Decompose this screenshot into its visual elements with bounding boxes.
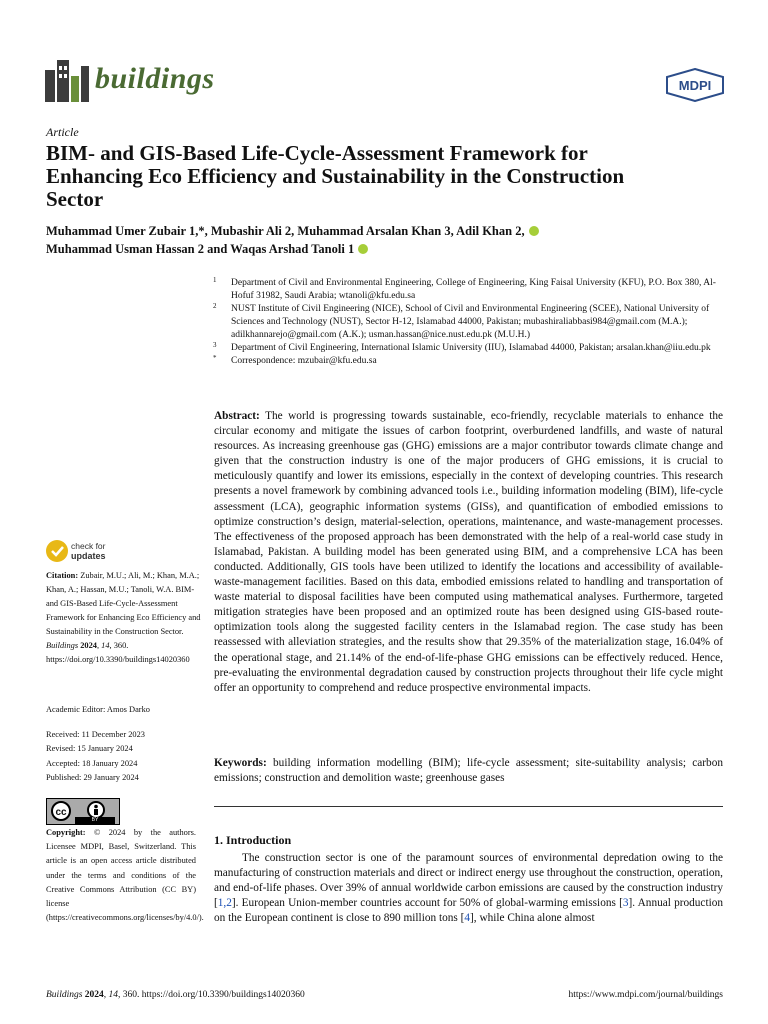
footer-journal: Buildings [46,990,83,1000]
intro-heading: 1. Introduction [214,833,292,847]
date-received: Received: 11 December 2023 [46,730,145,739]
citation-text: Zubair, M.U.; Ali, M.; Khan, M.A.; Khan, A.; Hassan, M.U.; Tanoli, W.A. BIM- and GIS-Based Life-Cycle-Assessment Framework for Enhancing Eco Efficiency and Sustainability in the Construction Sector. [46,571,201,636]
affiliation-3 [213,342,723,355]
date-accepted: Accepted: 18 January 2024 [46,758,138,768]
page-title: BIM- and GIS-Based Life-Cycle-Assessment Framework for Enhancing Eco Efficiency and Sustainability in the Construction Sector [46,141,625,211]
intro-text: ], while China alone almost [470,912,595,925]
copyright-text: © 2024 by the authors. Licensee MDPI, Basel, Switzerland. This article is an open access article distributed under the terms and conditions of the Creative Commons Attribution (CC BY) license (https://creativecommons.org/licenses/by/4.0/). [46,828,204,923]
authors-line-2-text: Muhammad Usman Hassan 2 and Waqas Arshad Tanoli 1 [46,242,355,256]
footer-volume: 14 [108,990,119,1000]
abstract-text: The world is progressing towards sustainable, eco-friendly, recyclable materials to enhance the circular economy and mitigate the issues of carbon footprint, overburdened landfills, and waste of natural resources. As increasing greenhouse gas (GHG) emissions are a major contributor towards climate change and given that the construction industry is one of the major producers of GHG emissions, it is crucial to meticulously quantify and lower its emissions, especially in the context of developing countries. This research presents a novel framework by combining advanced tools i.e., building information modeling (BIM), life-cycle assessment (LCA), geographic information systems (GISs), and quantification of embodied emissions to optimize construction’s design, material-selection, operations, maintenance, and waste-management processes. The effectiveness of the proposed approach has been demonstrated with the help of a real-world case study in Islamabad, Pakistan. A building model has been generated using BIM, and a comprehensive LCA has been conducted. Additionally, GIS tools have been utilized to identify the locations and accessibility of available-waste-management facilities. Based on this data, embodied emissions related to handling and transportation of waste material to disposal facilities have been computed using mathematical analyses. Furthermore, targeted mitigation strategies have been proposed and an optimized route has been designed using GIS-based route-optimization tools along the suggested facility centers in the Islamabad region. The case study has been reassessed with alleviation strategies, and the results show that 29.35% of the materialization stage, 16.04% of the operational stage, and 21.14% of the end-of-life-phase GHG emissions can be effectively reduced. Hence, pre-evaluating the environmental degradation caused by construction projects throughout their life cycle might offer an opportunity to comprehend and reduce prospective environmental impacts. [214,410,723,694]
article-dates [46,728,145,786]
correspondence [213,355,723,368]
affiliation-number: 3 [213,341,217,349]
affiliation-text: Department of Civil Engineering, International Islamic University (IIU), Islamabad 44000, Pakistan; arsalan.khan@iiu.edu.pk [231,343,711,353]
date-revised: Revised: 15 January 2024 [46,744,133,754]
check-line-2: updates [71,551,106,561]
intro-paragraph [214,851,723,926]
publisher-name: MDPI [678,78,712,93]
footer-year: 2024 [84,990,104,1000]
check-line-1: check for [71,541,106,551]
journal-name: buildings [95,62,215,95]
intro-text: ]. Annual production on the European continent is close to 890 million tons [ [214,897,724,925]
intro-text: The construction sector is one of the paramount sources of environmental depredation owing to the manufacturing of construction materials and direct or indirect energy use throughout the construction, operation, and end-of-life phases. Over 39% of annual worldwide carbon emissions are caused by the construction industry [ [214,852,723,910]
correspondence-text: Correspondence: mzubair@kfu.edu.sa [231,356,377,366]
affiliation-text: Department of Civil and Environmental Engineering, College of Engineering, King Faisal University (KFU), P.O. Box 380, Al-Hofuf 31982, Saudi Arabia; wtanoli@kfu.edu.sa [231,278,716,301]
citation: Citation: Zubair, M.U.; Ali, M.; Khan, M.A.; Khan, A.; Hassan, M.U.; Tanoli, W.A. BIM- and GIS-Based Life-Cycle-Assessment Framework for Enhancing Eco Efficiency and Sustainability in the Construction Sector. Buildings 2024, 14, 360. https://doi.org/10.3390/buildings14020360 [46,571,201,664]
authors [46,222,646,258]
orcid-icon[interactable] [529,226,539,236]
intro-text: ]. European Union-member countries account for 50% of global-warming emissions [ [231,897,623,910]
date-published: Published: 29 January 2024 [46,773,139,783]
buildings-logo-icon [45,60,89,102]
citation-journal: Buildings [46,641,79,650]
affiliation-1 [213,277,723,303]
mdpi-logo-icon [665,68,725,102]
citation-label: Citation: [46,571,79,580]
orcid-icon[interactable] [358,244,368,254]
reference-link[interactable]: 1,2 [217,897,232,910]
cc-icon: cc [51,801,71,821]
reference-link[interactable]: 3 [622,897,629,910]
citation-doi[interactable]: , 360. https://doi.org/10.3390/buildings14020360 [46,641,190,664]
keywords-label: Keywords: [214,757,267,769]
authors-line-1 [46,222,646,240]
affiliation-2 [213,303,723,342]
check-updates-icon [46,540,68,562]
check-updates-label [71,541,106,561]
reference-link[interactable]: 4 [464,912,471,925]
citation-year: 2024 [80,641,97,650]
affiliations [213,277,723,368]
cc-by-license-icon[interactable] [46,798,120,825]
abstract-label: Abstract: [214,410,260,422]
affiliation-number: * [213,354,217,362]
affiliation-number: 1 [213,276,217,284]
copyright [46,826,204,925]
authors-line-2 [46,240,646,258]
article-type: Article [46,125,79,139]
affiliation-number: 2 [213,302,217,310]
affiliation-text: NUST Institute of Civil Engineering (NICE), School of Civil and Environmental Engineering (SCEE), National University of Sciences and Technology (NUST), Sector H-12, Islamabad 44000, Pakistan; mubashiraliabbasi984@gmail.com (M.A.); adilkhannarejo@gmail.com (A.K.); usman.hassan@nice.nust.edu.pk (M.U.H.) [231,304,710,340]
abstract [214,409,723,696]
keywords [214,756,723,786]
footer-citation: Buildings 2024, 14, 360. https://doi.org/10.3390/buildings14020360 [46,990,305,1000]
keywords-text: building information modelling (BIM); life-cycle assessment; site-suitability analysis; carbon emissions; construction and demolition waste; greenhouse gases [214,757,724,785]
copyright-label: Copyright: [46,828,86,837]
cc-by-label: BY [75,817,115,824]
footer-journal-url[interactable]: https://www.mdpi.com/journal/buildings [568,990,723,1000]
check-for-updates-button[interactable] [46,540,166,564]
academic-editor: Academic Editor: Amos Darko [46,705,150,714]
citation-volume: 14 [101,641,110,650]
section-divider [214,806,723,807]
authors-line-1-text: Muhammad Umer Zubair 1,*, Mubashir Ali 2, Muhammad Arsalan Khan 3, Adil Khan 2, [46,224,525,238]
footer-doi[interactable]: , 360. https://doi.org/10.3390/buildings14020360 [118,990,305,1000]
